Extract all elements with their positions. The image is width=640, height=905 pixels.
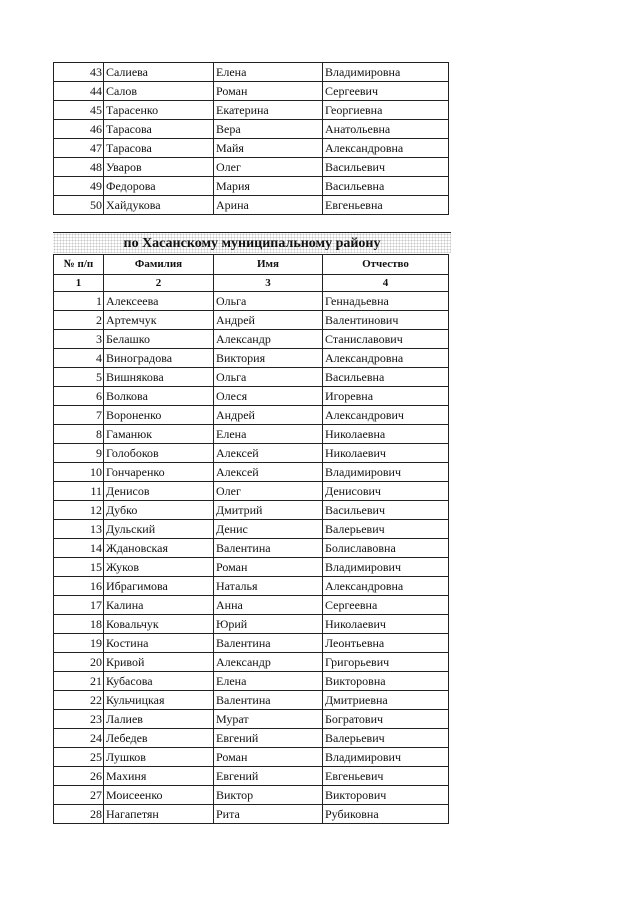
first-name-cell: Роман <box>214 82 323 101</box>
first-name-cell: Алексей <box>214 463 323 482</box>
table-row <box>54 539 449 558</box>
last-name-cell: Лушков <box>104 748 214 767</box>
patronymic-cell: Рубиковна <box>323 805 449 824</box>
first-name-cell: Мурат <box>214 710 323 729</box>
top-people-table <box>53 62 449 215</box>
row-number: 49 <box>54 177 104 196</box>
first-name-cell: Ольга <box>214 292 323 311</box>
first-name-cell: Наталья <box>214 577 323 596</box>
row-number: 21 <box>54 672 104 691</box>
row-number: 19 <box>54 634 104 653</box>
row-number: 28 <box>54 805 104 824</box>
first-name-cell: Роман <box>214 558 323 577</box>
table-row <box>54 482 449 501</box>
table-row <box>54 710 449 729</box>
first-name-cell: Алексей <box>214 444 323 463</box>
last-name-cell: Лебедев <box>104 729 214 748</box>
section-title <box>53 232 451 253</box>
row-number: 27 <box>54 786 104 805</box>
last-name-cell: Хайдукова <box>104 196 214 215</box>
last-name-cell: Волкова <box>104 387 214 406</box>
first-name-cell: Олег <box>214 482 323 501</box>
table-row <box>54 653 449 672</box>
first-name-cell: Роман <box>214 748 323 767</box>
first-name-cell: Елена <box>214 672 323 691</box>
last-name-cell: Кубасова <box>104 672 214 691</box>
row-number: 8 <box>54 425 104 444</box>
row-number: 7 <box>54 406 104 425</box>
last-name-cell: Виноградова <box>104 349 214 368</box>
patronymic-cell: Николаевна <box>323 425 449 444</box>
last-name-cell: Салиева <box>104 63 214 82</box>
last-name-cell: Кульчицкая <box>104 691 214 710</box>
column-number-row <box>54 275 449 292</box>
top-table-body <box>54 63 449 215</box>
first-name-cell: Олеся <box>214 387 323 406</box>
table-header <box>54 255 449 292</box>
first-name-cell: Вера <box>214 120 323 139</box>
row-number: 13 <box>54 520 104 539</box>
last-name-cell: Вишнякова <box>104 368 214 387</box>
row-number: 45 <box>54 101 104 120</box>
table-row <box>54 196 449 215</box>
column-number: 4 <box>323 275 449 292</box>
last-name-cell: Артемчук <box>104 311 214 330</box>
row-number: 20 <box>54 653 104 672</box>
first-name-cell: Валентина <box>214 691 323 710</box>
table-row <box>54 330 449 349</box>
first-name-cell: Виктор <box>214 786 323 805</box>
patronymic-cell: Сергеевич <box>323 82 449 101</box>
last-name-cell: Салов <box>104 82 214 101</box>
row-number: 4 <box>54 349 104 368</box>
first-name-cell: Валентина <box>214 539 323 558</box>
header-last-name: Фамилия <box>104 255 214 275</box>
table-row <box>54 501 449 520</box>
first-name-cell: Рита <box>214 805 323 824</box>
first-name-cell: Юрий <box>214 615 323 634</box>
column-number: 1 <box>54 275 104 292</box>
patronymic-cell: Владимирович <box>323 463 449 482</box>
row-number: 23 <box>54 710 104 729</box>
last-name-cell: Ковальчук <box>104 615 214 634</box>
patronymic-cell: Васильевна <box>323 177 449 196</box>
table-row <box>54 120 449 139</box>
patronymic-cell: Леонтьевна <box>323 634 449 653</box>
row-number: 47 <box>54 139 104 158</box>
patronymic-cell: Александровна <box>323 577 449 596</box>
first-name-cell: Ольга <box>214 368 323 387</box>
patronymic-cell: Богратович <box>323 710 449 729</box>
column-number: 2 <box>104 275 214 292</box>
patronymic-cell: Александровна <box>323 139 449 158</box>
last-name-cell: Федорова <box>104 177 214 196</box>
header-first-name: Имя <box>214 255 323 275</box>
last-name-cell: Голобоков <box>104 444 214 463</box>
table-row <box>54 805 449 824</box>
table-row <box>54 387 449 406</box>
table-row <box>54 767 449 786</box>
last-name-cell: Ждановская <box>104 539 214 558</box>
table-row <box>54 177 449 196</box>
table-row <box>54 615 449 634</box>
patronymic-cell: Валерьевич <box>323 729 449 748</box>
last-name-cell: Вороненко <box>104 406 214 425</box>
section-title-text: по Хасанскому муниципальному району <box>123 236 381 251</box>
row-number: 1 <box>54 292 104 311</box>
first-name-cell: Майя <box>214 139 323 158</box>
first-name-cell: Елена <box>214 63 323 82</box>
table-row <box>54 672 449 691</box>
table-row <box>54 463 449 482</box>
table-row <box>54 292 449 311</box>
main-table-body <box>54 292 449 824</box>
row-number: 46 <box>54 120 104 139</box>
patronymic-cell: Викторовна <box>323 672 449 691</box>
last-name-cell: Белашко <box>104 330 214 349</box>
patronymic-cell: Сергеевна <box>323 596 449 615</box>
first-name-cell: Александр <box>214 653 323 672</box>
row-number: 10 <box>54 463 104 482</box>
first-name-cell: Андрей <box>214 311 323 330</box>
row-number: 9 <box>54 444 104 463</box>
last-name-cell: Ибрагимова <box>104 577 214 596</box>
row-number: 15 <box>54 558 104 577</box>
row-number: 17 <box>54 596 104 615</box>
row-number: 43 <box>54 63 104 82</box>
table-row <box>54 748 449 767</box>
first-name-cell: Валентина <box>214 634 323 653</box>
first-name-cell: Андрей <box>214 406 323 425</box>
patronymic-cell: Валерьевич <box>323 520 449 539</box>
last-name-cell: Махиня <box>104 767 214 786</box>
header-patronymic: Отчество <box>323 255 449 275</box>
row-number: 14 <box>54 539 104 558</box>
khasan-people-table <box>53 254 449 824</box>
table-row <box>54 311 449 330</box>
last-name-cell: Калина <box>104 596 214 615</box>
row-number: 12 <box>54 501 104 520</box>
patronymic-cell: Владимирович <box>323 748 449 767</box>
last-name-cell: Гаманюк <box>104 425 214 444</box>
patronymic-cell: Васильевна <box>323 368 449 387</box>
first-name-cell: Екатерина <box>214 101 323 120</box>
table-row <box>54 729 449 748</box>
patronymic-cell: Болиславовна <box>323 539 449 558</box>
table-row <box>54 786 449 805</box>
column-number: 3 <box>214 275 323 292</box>
table-row <box>54 368 449 387</box>
table-row <box>54 520 449 539</box>
patronymic-cell: Николаевич <box>323 444 449 463</box>
patronymic-cell: Васильевич <box>323 158 449 177</box>
table-row <box>54 63 449 82</box>
table-row <box>54 596 449 615</box>
last-name-cell: Гончаренко <box>104 463 214 482</box>
table-row <box>54 444 449 463</box>
last-name-cell: Денисов <box>104 482 214 501</box>
row-number: 50 <box>54 196 104 215</box>
row-number: 16 <box>54 577 104 596</box>
last-name-cell: Дубко <box>104 501 214 520</box>
patronymic-cell: Владимировна <box>323 63 449 82</box>
patronymic-cell: Игоревна <box>323 387 449 406</box>
last-name-cell: Жуков <box>104 558 214 577</box>
row-number: 6 <box>54 387 104 406</box>
patronymic-cell: Дмитриевна <box>323 691 449 710</box>
patronymic-cell: Станиславович <box>323 330 449 349</box>
last-name-cell: Тарасова <box>104 139 214 158</box>
table-row <box>54 691 449 710</box>
last-name-cell: Костина <box>104 634 214 653</box>
row-number: 25 <box>54 748 104 767</box>
patronymic-cell: Валентинович <box>323 311 449 330</box>
patronymic-cell: Николаевич <box>323 615 449 634</box>
table-row <box>54 406 449 425</box>
first-name-cell: Елена <box>214 425 323 444</box>
row-number: 26 <box>54 767 104 786</box>
first-name-cell: Мария <box>214 177 323 196</box>
header-row <box>54 255 449 275</box>
patronymic-cell: Геннадьевна <box>323 292 449 311</box>
last-name-cell: Лалиев <box>104 710 214 729</box>
row-number: 44 <box>54 82 104 101</box>
last-name-cell: Кривой <box>104 653 214 672</box>
last-name-cell: Тарасова <box>104 120 214 139</box>
first-name-cell: Арина <box>214 196 323 215</box>
last-name-cell: Алексеева <box>104 292 214 311</box>
last-name-cell: Моисеенко <box>104 786 214 805</box>
row-number: 24 <box>54 729 104 748</box>
table-row <box>54 158 449 177</box>
row-number: 5 <box>54 368 104 387</box>
patronymic-cell: Анатольевна <box>323 120 449 139</box>
patronymic-cell: Евгеньевич <box>323 767 449 786</box>
patronymic-cell: Александрович <box>323 406 449 425</box>
patronymic-cell: Викторович <box>323 786 449 805</box>
patronymic-cell: Евгеньевна <box>323 196 449 215</box>
first-name-cell: Евгений <box>214 767 323 786</box>
table-row <box>54 558 449 577</box>
row-number: 2 <box>54 311 104 330</box>
table-row <box>54 425 449 444</box>
patronymic-cell: Владимирович <box>323 558 449 577</box>
row-number: 22 <box>54 691 104 710</box>
table-row <box>54 101 449 120</box>
table-row <box>54 577 449 596</box>
header-number: № п/п <box>54 255 104 275</box>
last-name-cell: Дульский <box>104 520 214 539</box>
patronymic-cell: Григорьевич <box>323 653 449 672</box>
first-name-cell: Олег <box>214 158 323 177</box>
row-number: 11 <box>54 482 104 501</box>
patronymic-cell: Георгиевна <box>323 101 449 120</box>
patronymic-cell: Васильевич <box>323 501 449 520</box>
row-number: 3 <box>54 330 104 349</box>
table-row <box>54 634 449 653</box>
table-row <box>54 139 449 158</box>
table-row <box>54 82 449 101</box>
last-name-cell: Уваров <box>104 158 214 177</box>
table-row <box>54 349 449 368</box>
first-name-cell: Виктория <box>214 349 323 368</box>
row-number: 48 <box>54 158 104 177</box>
first-name-cell: Александр <box>214 330 323 349</box>
first-name-cell: Анна <box>214 596 323 615</box>
first-name-cell: Дмитрий <box>214 501 323 520</box>
patronymic-cell: Александровна <box>323 349 449 368</box>
last-name-cell: Нагапетян <box>104 805 214 824</box>
patronymic-cell: Денисович <box>323 482 449 501</box>
last-name-cell: Тарасенко <box>104 101 214 120</box>
row-number: 18 <box>54 615 104 634</box>
first-name-cell: Денис <box>214 520 323 539</box>
first-name-cell: Евгений <box>214 729 323 748</box>
